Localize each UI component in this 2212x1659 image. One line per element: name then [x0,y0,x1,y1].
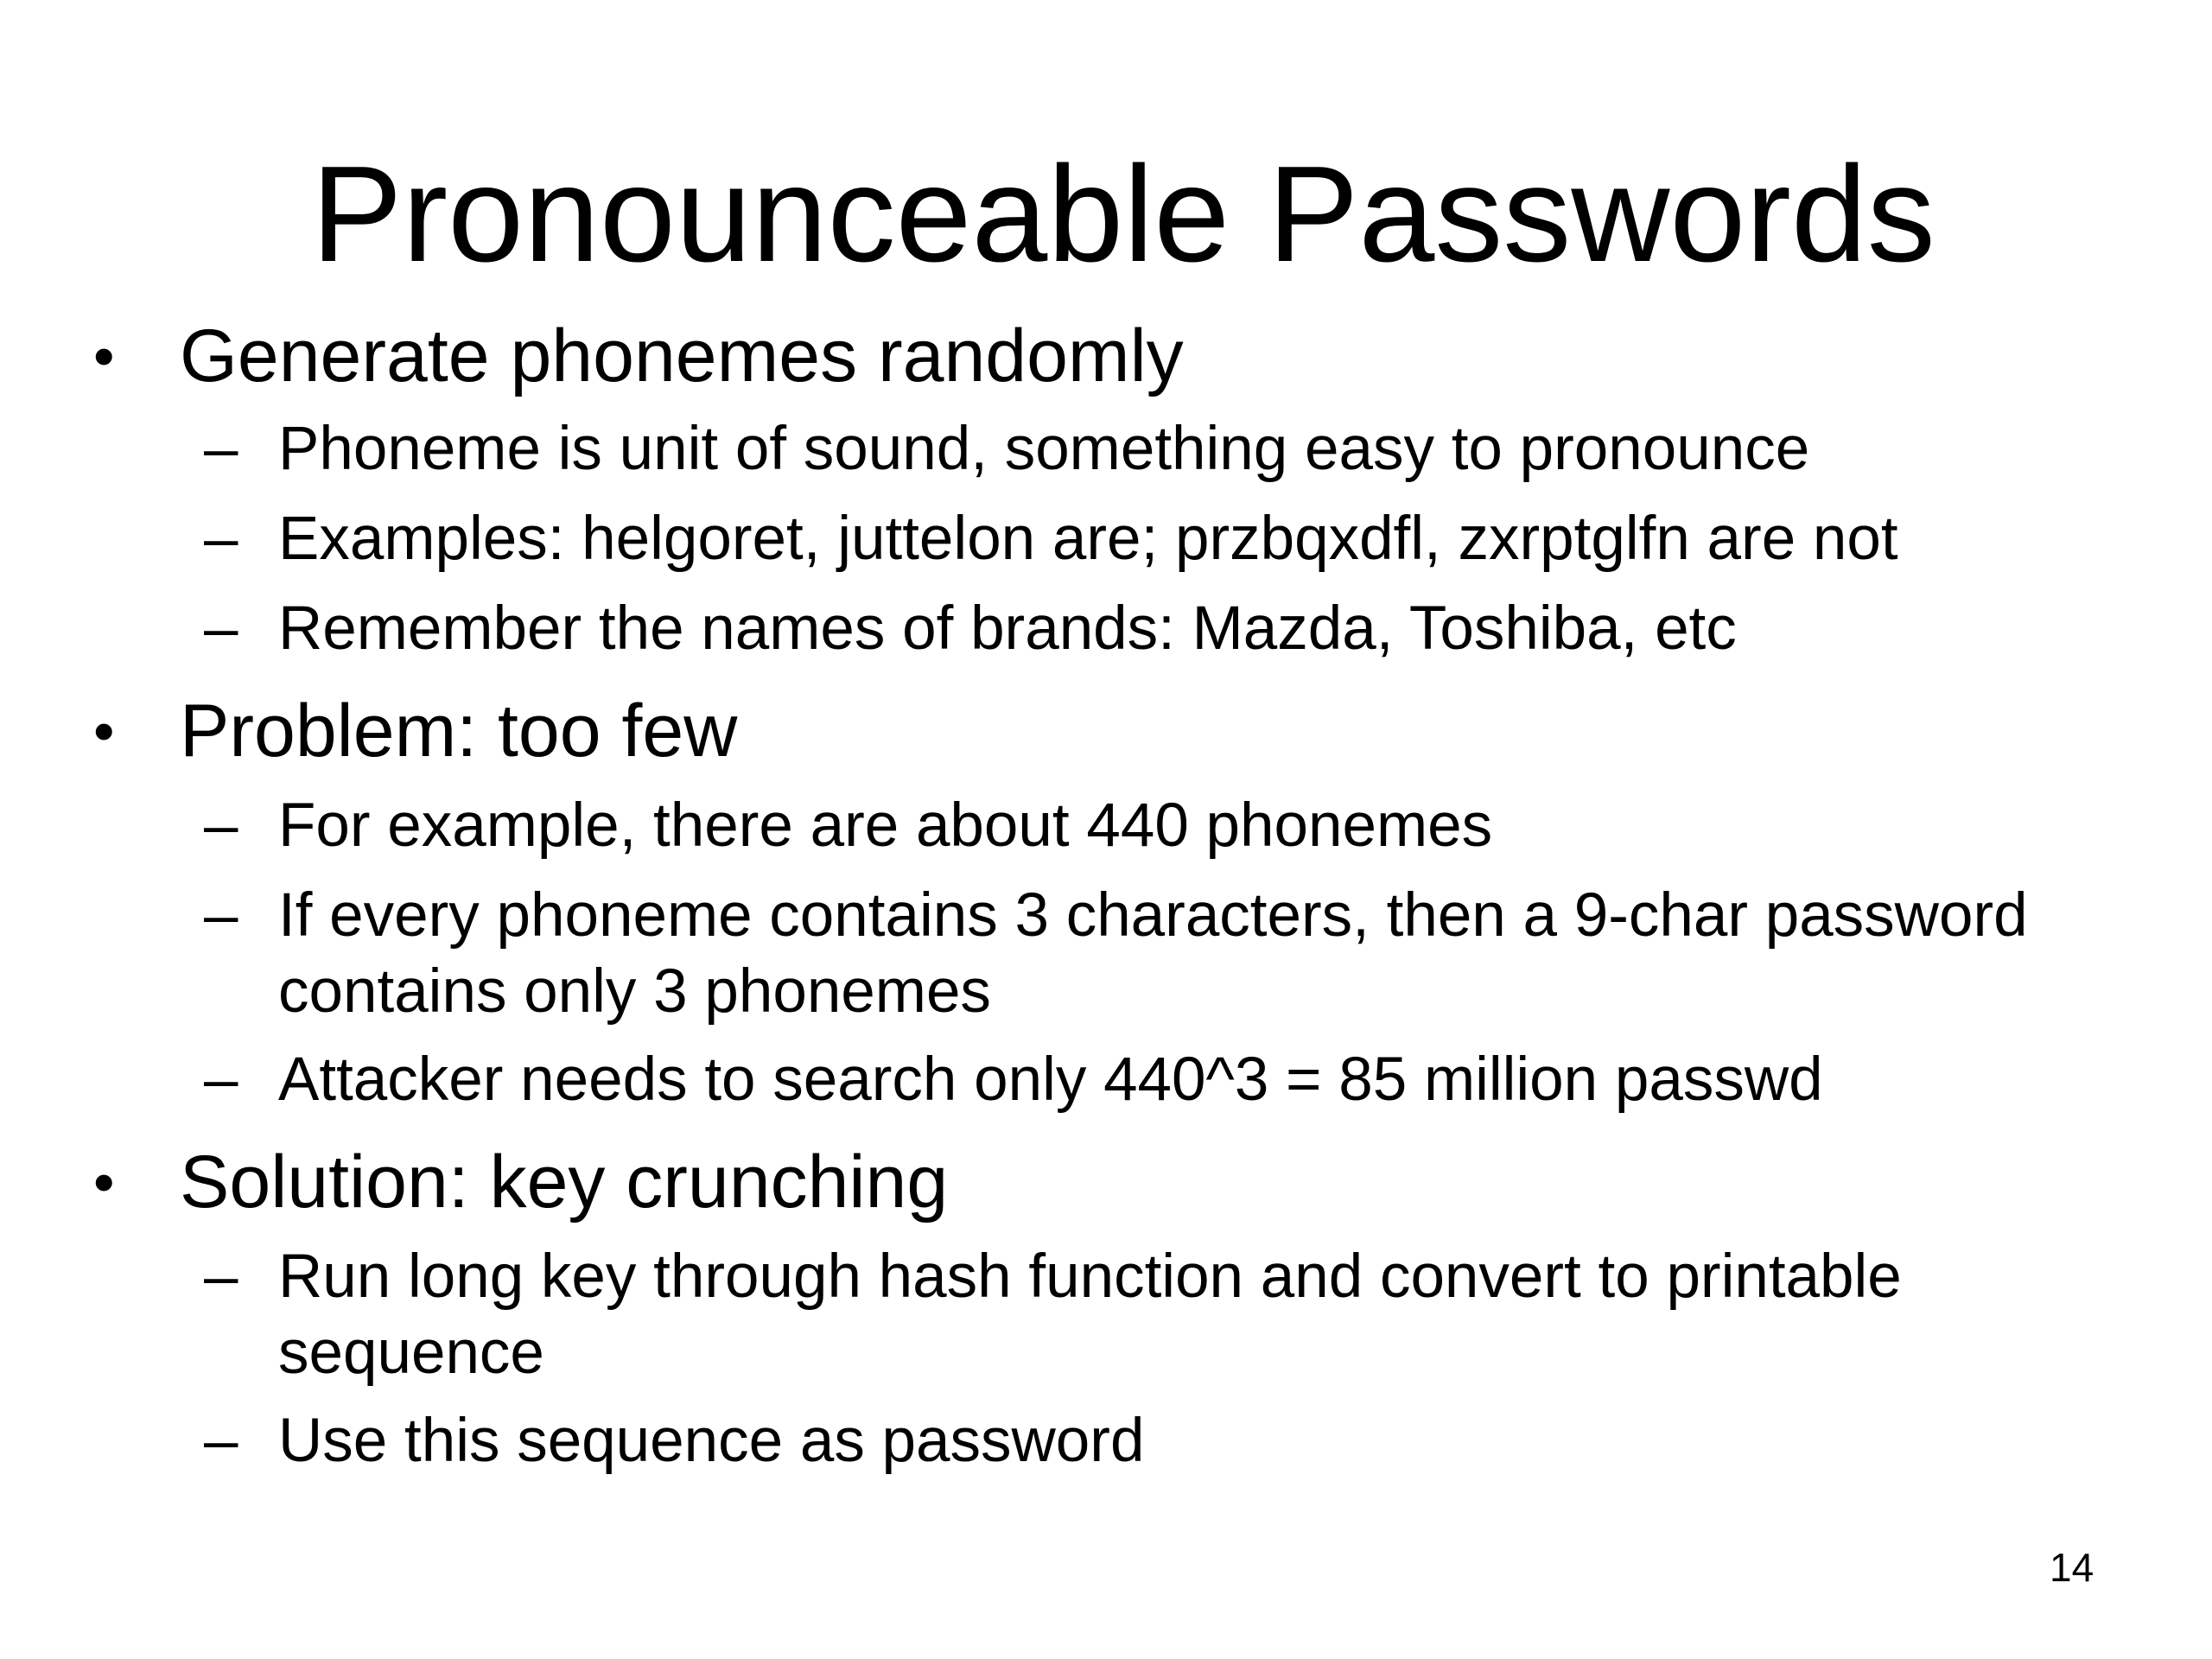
sub-bullet-item [204,411,1810,487]
slide-title: Pronounceable Passwords [311,138,1936,290]
bullet-item [93,313,1184,399]
sub-bullet-text-continued: sequence [278,1319,544,1387]
bullet-item [93,1139,949,1225]
sub-bullet-text: Examples: helgoret, juttelon are; przbqxdfl, zxrptglfn are not [278,505,1898,573]
dash-icon: – [204,415,238,483]
sub-bullet-text: Phoneme is unit of sound, something easy to pronounce [278,415,1810,483]
sub-bullet-item [204,878,2028,1030]
dash-icon: – [204,1046,238,1114]
dash-icon: – [204,791,238,860]
sub-bullet-text: Remember the names of brands: Mazda, Toshiba, etc [278,594,1737,663]
bullet-icon: • [93,1148,115,1216]
sub-bullet-item [204,788,1493,864]
sub-bullet-item [204,1403,1145,1479]
bullet-text: Solution: key crunching [180,1141,949,1224]
sub-bullet-item [204,1239,1902,1391]
dash-icon: – [204,1407,238,1475]
bullet-icon: • [93,697,115,765]
sub-bullet-item [204,501,1898,577]
sub-bullet-text: Run long key through hash function and convert to printable [278,1243,1902,1311]
sub-bullet-text: Use this sequence as password [278,1407,1145,1475]
sub-bullet-text: If every phoneme contains 3 characters, then a 9-char password [278,881,2028,950]
sub-bullet-text-continued: contains only 3 phonemes [278,957,991,1026]
sub-bullet-item [204,1042,1823,1118]
dash-icon: – [204,505,238,573]
sub-bullet-text: Attacker needs to search only 440^3 = 85 million passwd [278,1046,1823,1114]
dash-icon: – [204,1243,238,1311]
sub-bullet-text: For example, there are about 440 phonemes [278,791,1493,860]
page-number: 14 [2050,1545,2094,1590]
bullet-text: Problem: too few [180,690,738,772]
bullet-item [93,688,738,774]
dash-icon: – [204,881,238,950]
bullet-icon: • [93,322,115,390]
sub-bullet-item [204,591,1737,667]
dash-icon: – [204,594,238,663]
bullet-text: Generate phonemes randomly [180,315,1184,397]
